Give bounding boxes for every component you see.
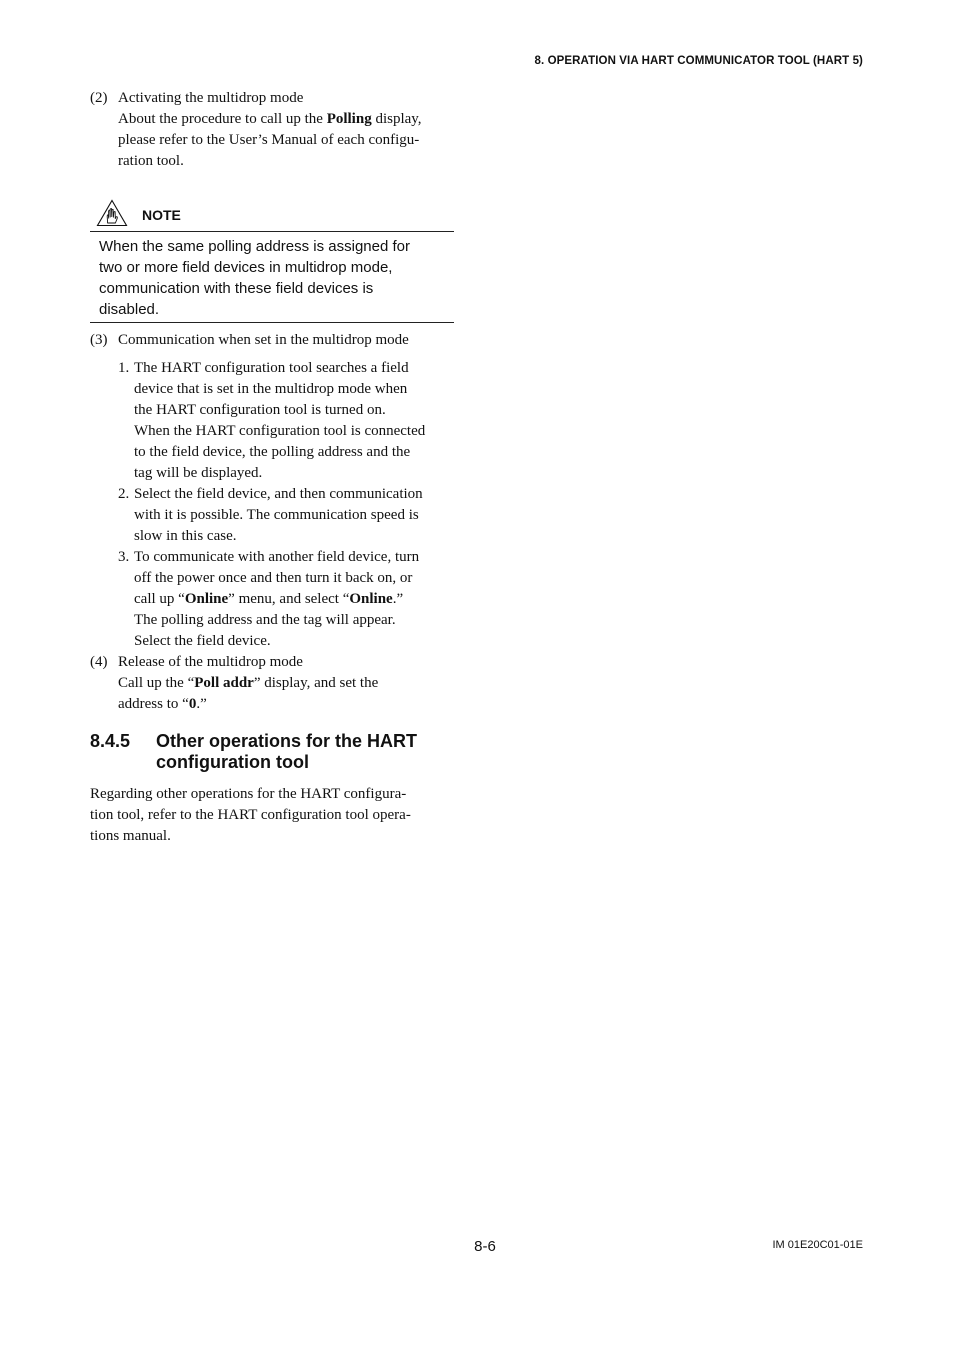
step-line: The HART configuration tool searches a field [134,360,409,376]
item-text-line: address to “0.” [118,696,207,712]
section-title-line: Other operations for the HART [156,731,418,751]
note-line: When the same polling address is assigned for [99,238,411,255]
step-line: tag will be displayed. [134,465,263,481]
page-number: 8-6 [474,1238,496,1255]
item-number: (4) [90,654,108,670]
item-title: Activating the multidrop mode [118,90,304,106]
step-line: To communicate with another field device, turn [134,549,420,565]
step-line: slow in this case. [134,528,237,544]
item-text-line: ration tool. [118,153,184,169]
note-body [90,232,454,323]
step-line: the HART configuration tool is turned on. [134,402,386,418]
step-line: call up “Online” menu, and select “Online.” [134,591,404,607]
step-line: to the field device, the polling address and the [134,444,411,460]
item-4 [90,652,454,715]
step-number: 2. [118,486,130,502]
step-item [90,358,454,484]
document-id: IM 01E20C01-01E [772,1239,863,1251]
step-item [90,547,454,652]
step-line: with it is possible. The communication speed is [134,507,419,523]
section-line: Regarding other operations for the HART configura- [90,786,407,802]
item-2 [90,88,454,172]
item-text-line: About the procedure to call up the Polling display, [118,111,422,127]
warning-hand-icon [96,199,128,227]
step-line: off the power once and then turn it back on, or [134,570,413,586]
note-line: disabled. [99,301,160,318]
step-item [90,484,454,547]
note-line: communication with these field devices is [99,280,374,297]
step-list [90,358,454,652]
note-title: NOTE [142,207,181,223]
step-number: 3. [118,549,130,565]
item-number: (3) [90,332,108,348]
step-line: The polling address and the tag will appear. [134,612,396,628]
section-line: tions manual. [90,828,171,844]
step-line: When the HART configuration tool is connected [134,423,426,439]
step-line: Select the field device, and then communication [134,486,423,502]
note-header [90,196,454,232]
running-header: 8. OPERATION VIA HART COMMUNICATOR TOOL (HART 5) [534,55,863,67]
item-title: Communication when set in the multidrop mode [118,332,409,348]
step-line: device that is set in the multidrop mode when [134,381,408,397]
note-box [90,196,454,323]
section-line: tion tool, refer to the HART configuration tool opera- [90,807,411,823]
section-title-line: configuration tool [156,752,309,772]
item-text-line: Call up the “Poll addr” display, and set the [118,675,379,691]
item-title: Release of the multidrop mode [118,654,303,670]
step-number: 1. [118,360,130,376]
item-number: (2) [90,90,108,106]
section-number: 8.4.5 [90,731,131,751]
main-column [90,88,454,847]
note-line: two or more field devices in multidrop mode, [99,259,393,276]
item-3 [90,330,454,351]
step-line: Select the field device. [134,633,271,649]
item-text-line: please refer to the User’s Manual of each configu- [118,132,420,148]
section-heading [90,731,454,773]
section-body [90,784,454,847]
